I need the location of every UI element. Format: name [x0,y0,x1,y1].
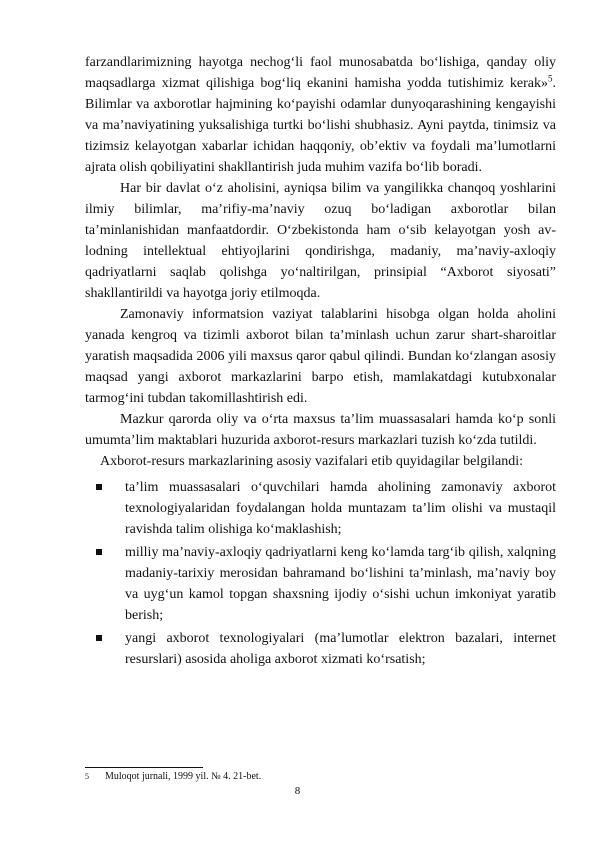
list-item-text: milliy ma’naviy-axloqiy qadriyatlarni keng ko‘lamda targ‘ib qilish, xalqning madaniy-tarixiy merosidan bahramand bo‘lishini ta’minlash, ma’naviy boy va uyg‘un kamol topgan shaxsning ijodiy o‘sishi uchun imkoniyat yaratib berish; [125,545,556,623]
square-bullet-icon [96,635,102,641]
paragraph-3: Zamonaviy informatsion vaziyat talablarini hisobga olgan holda aholini yanada kengroq va tizimli axborot bilan ta’minlash uchun zarur shart-sharoitlar yaratish maqsadida 2006 yili maxsus qaror qabul qilindi. Bundan ko‘zlangan asosiy maqsad yangi axborot markazlarini barpo etish, mamlakatdagi kutubxonalar tarmog‘ini tubdan takomillashtirish edi. [85,307,556,406]
paragraph-2: Har bir davlat o‘z aholisini, ayniqsa bilim va yangilikka chanqoq yoshlarini ilmiy bilimlar, ma’rifiy-ma’naviy ozuq bo‘ladigan axborotlar bilan ta’minlanishidan manfaatdordir. O‘zbekistonda ham o‘sib kelayotgan yosh av-lodning intellektual ehtiyojlarini qondirishga, madaniy, ma’naviy-axloqiy qadriyatlarni saqlab qolishga yo‘naltirilgan, prinsipial “Axborot siyosati” shakllantirildi va hayotga joriy etilmoqda. [85,181,556,301]
paragraph-4: Mazkur qarorda oliy va o‘rta maxsus ta’lim muassasalari hamda ko‘p sonli umumta’lim maktablari huzurida axborot-resurs markazlari tuzish ko‘zda tutildi. [85,412,556,448]
footnote-text: Muloqot jurnali, 1999 yil. № 4. 21-bet. [105,771,262,782]
footnote-separator [85,767,203,768]
page-number: 8 [294,785,301,797]
footnote-ref[interactable]: 5 [548,73,553,84]
square-bullet-icon [96,549,102,555]
paragraph-1 [85,52,556,178]
bullet-list [85,477,556,670]
list-item-text: ta’lim muassasalari o‘quvchilari hamda aholining zamonaviy axborot texnologiyalaridan foydalangan holda muntazam ta’lim olishi va mustaqil ravishda talim olishiga ko‘maklashish; [125,480,556,537]
list-item-text: yangi axborot texnologiyalari (ma’lumotlar elektron bazalari, internet resurslari) asosida aholiga axborot xizmati ko‘rsatish; [125,631,556,667]
list-item [85,542,556,626]
square-bullet-icon [96,484,102,490]
list-item [85,477,556,540]
document-body [85,52,556,672]
list-item [85,628,556,670]
footnote-number: 5 [85,772,89,781]
paragraph-1-text: farzandlarimizning hayotga nechog‘li faol munosabatda bo‘lishiga, qanday oliy maqsadlarga xizmat qilishiga bog‘liq ekanini hamisha yodda tutishimiz kerak» [85,55,556,91]
paragraph-5: Axborot-resurs markazlarining asosiy vazifalari etib quyidagilar belgilandi: [100,454,523,469]
footnote [85,770,556,783]
paragraph-1-continuation: . Bilimlar va axborotlar hajmining ko‘payishi odamlar dunyoqarashining kengayishi va ma’naviyatining yuksalishiga turtki bo‘lishi shubhasiz. Ayni paytda, tinimsiz va tizimsiz kelayotgan xabarlar ichidan haqqoniy, ob’ektiv va foydali ma’lumotlarni ajrata olish qobiliyatini shakllantirish juda muhim vazifa bo‘lib boradi. [85,76,556,175]
